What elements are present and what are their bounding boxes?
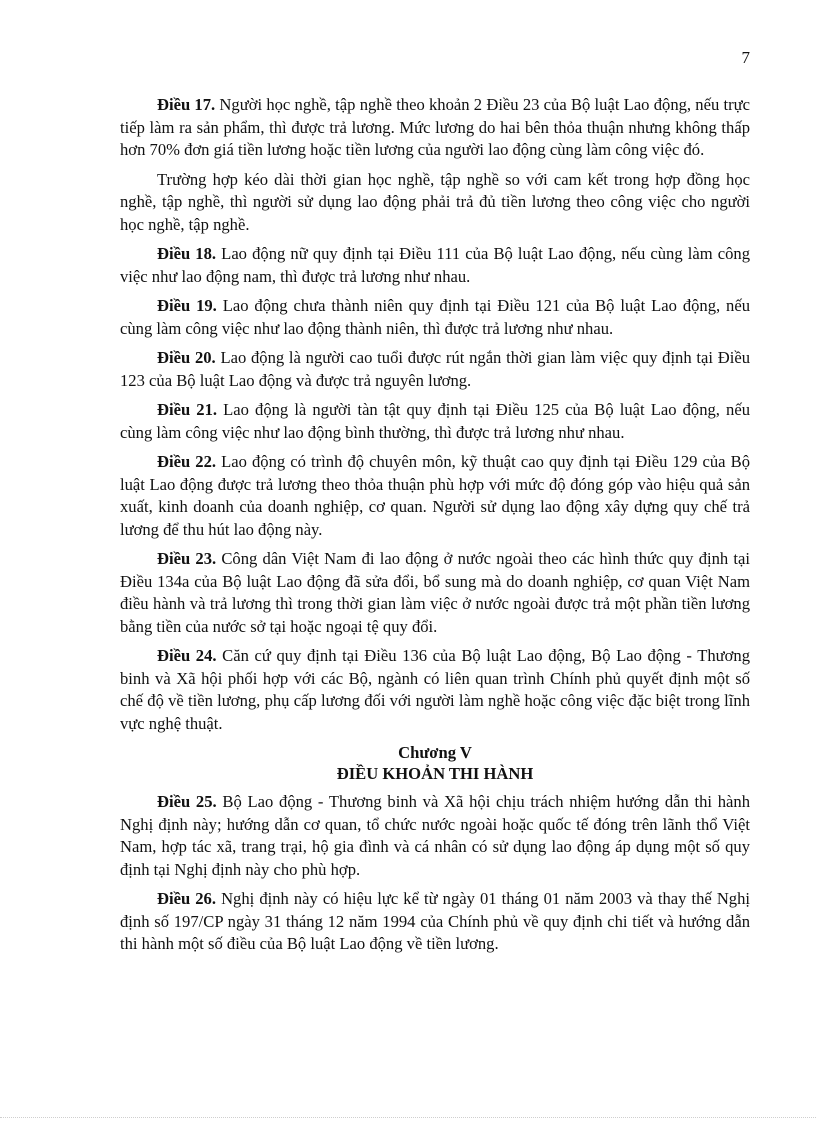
- article-paragraph: [120, 94, 750, 162]
- chapter-heading: [120, 742, 750, 784]
- article-text: Căn cứ quy định tại Điều 136 của Bộ luật Lao động, Bộ Lao động - Thương binh và Xã hội phối hợp với các Bộ, ngành có liên quan trình Chính phủ quyết định một số chế độ về tiền lương, phụ cấp lương đối với người làm nghề hoặc công việc đặc biệt trong lĩnh vực nghệ thuật.: [120, 646, 750, 733]
- article-text: Trường hợp kéo dài thời gian học nghề, tập nghề so với cam kết trong hợp đồng học nghề, tập nghề, thì người sử dụng lao động phải trả đủ tiền lương theo công việc cho người học nghề, tập nghề.: [120, 169, 750, 234]
- article-text: Lao động là người tàn tật quy định tại Điều 125 của Bộ luật Lao động, nếu cùng làm công việc như lao động bình thường, thì được trả lương như nhau.: [120, 400, 750, 442]
- articles-section-wages: [120, 94, 750, 735]
- article-text: Lao động có trình độ chuyên môn, kỹ thuật cao quy định tại Điều 129 của Bộ luật Lao động được trả lương theo thỏa thuận phù hợp với mức độ đóng góp vào hiệu quả sản xuất, kinh doanh của doanh nghiệp, cơ quan. Người sử dụng lao động xây dựng quy chế trả lương để thu hút lao động này.: [120, 452, 751, 539]
- article-text: Bộ Lao động - Thương binh và Xã hội chịu trách nhiệm hướng dẫn thi hành Nghị định này; hướng dẫn cơ quan, tổ chức nước ngoài hoặc quốc tế đóng trên lãnh thổ Việt Nam, hợp tác xã, trang trại, hộ gia đình và cá nhân có sử dụng lao động áp dụng một số quy định tại Nghị định này cho phù hợp.: [120, 792, 751, 879]
- articles-section-implementation: [120, 791, 750, 956]
- article-text: Công dân Việt Nam đi lao động ở nước ngoài theo các hình thức quy định tại Điều 134a của Bộ luật Lao động đã sửa đổi, bổ sung mà do doanh nghiệp, cơ quan Việt Nam điều hành và trả lương thì trong thời gian làm việc ở nước ngoài được trả một phần tiền lương bằng tiền của nước sở tại hoặc ngoại tệ quy đổi.: [120, 549, 750, 636]
- article-text: Nghị định này có hiệu lực kể từ ngày 01 tháng 01 năm 2003 và thay thế Nghị định số 197/CP ngày 31 tháng 12 năm 1994 của Chính phủ về quy định chi tiết và hướng dẫn thi hành một số điều của Bộ luật Lao động về tiền lương.: [120, 889, 751, 953]
- article-paragraph: [120, 347, 750, 392]
- document-body: [120, 94, 750, 963]
- article-text: Lao động là người cao tuổi được rút ngắn thời gian làm việc quy định tại Điều 123 của Bộ luật Lao động và được trả nguyên lương.: [120, 348, 750, 390]
- article-label: Điều 24.: [157, 646, 217, 665]
- article-text: Người học nghề, tập nghề theo khoản 2 Điều 23 của Bộ luật Lao động, nếu trực tiếp làm ra sản phẩm, thì được trả lương. Mức lương do hai bên thỏa thuận nhưng không thấp hơn 70% đơn giá tiền lương hoặc tiền lương của người lao động cùng làm công việc đó.: [120, 95, 750, 159]
- article-paragraph: [120, 791, 750, 881]
- article-paragraph: [120, 548, 750, 638]
- article-text: Lao động nữ quy định tại Điều 111 của Bộ luật Lao động, nếu cùng làm công việc như lao động nam, thì được trả lương như nhau.: [120, 244, 751, 286]
- chapter-number: Chương V: [398, 743, 472, 762]
- article-label: Điều 26.: [157, 889, 216, 908]
- page-number: 7: [741, 48, 750, 67]
- article-paragraph: [120, 295, 750, 340]
- article-paragraph: [120, 243, 750, 288]
- article-text: Lao động chưa thành niên quy định tại Điều 121 của Bộ luật Lao động, nếu cùng làm công việc như lao động thành niên, thì được trả lương như nhau.: [120, 296, 751, 338]
- page-bottom-divider: [0, 1117, 816, 1118]
- article-paragraph: [120, 169, 750, 237]
- article-label: Điều 20.: [157, 348, 216, 367]
- article-paragraph: [120, 399, 750, 444]
- chapter-title: ĐIỀU KHOẢN THI HÀNH: [336, 764, 534, 783]
- article-paragraph: [120, 645, 750, 735]
- article-label: Điều 17.: [157, 95, 216, 114]
- article-paragraph: [120, 888, 750, 956]
- article-label: Điều 23.: [157, 549, 217, 568]
- article-label: Điều 25.: [157, 792, 217, 811]
- article-paragraph: [120, 451, 750, 541]
- article-label: Điều 18.: [157, 244, 217, 263]
- article-label: Điều 19.: [157, 296, 217, 315]
- article-label: Điều 22.: [157, 452, 217, 471]
- article-label: Điều 21.: [157, 400, 218, 419]
